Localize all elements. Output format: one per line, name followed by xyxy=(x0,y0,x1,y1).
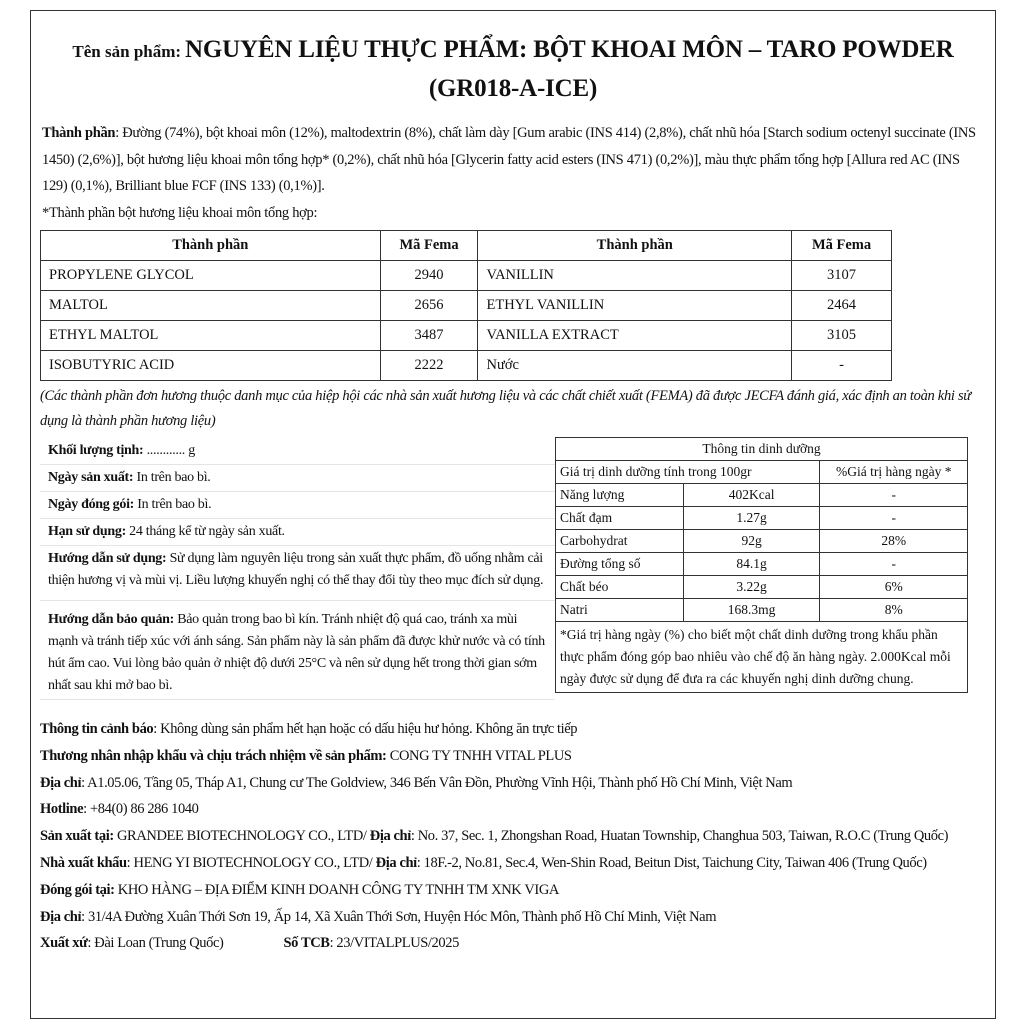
nutrient-name: Chất béo xyxy=(556,576,684,599)
info-value: 24 tháng kể từ ngày sản xuất. xyxy=(125,524,285,539)
importer-address xyxy=(40,770,985,797)
fema-cell: PROPYLENE GLYCOL xyxy=(41,261,381,291)
importer xyxy=(40,743,985,770)
fema-cell: MALTOL xyxy=(41,291,381,321)
fema-cell: VANILLIN xyxy=(478,261,792,291)
expiry xyxy=(40,519,555,546)
field-value: GRANDEE BIOTECHNOLOGY CO., LTD/ xyxy=(113,828,370,845)
nutrition-row xyxy=(556,484,968,507)
product-title xyxy=(30,32,996,107)
origin-line xyxy=(40,930,985,957)
field-value: : 31/4A Đường Xuân Thới Sơn 19, Ấp 14, Xã Xuân Thới Sơn, Huyện Hóc Môn, Thành phố Hồ Chí Minh, Việt Nam xyxy=(81,908,717,925)
nutrient-dv: 6% xyxy=(820,576,968,599)
fema-header: Thành phần xyxy=(41,231,381,261)
product-code: (GR018-A-ICE) xyxy=(428,75,598,102)
field-label: Số TCB xyxy=(283,935,330,952)
fema-cell: VANILLA EXTRACT xyxy=(478,321,792,351)
fema-cell: ETHYL MALTOL xyxy=(41,321,381,351)
info-label: Ngày đóng gói: xyxy=(48,497,135,512)
packer-address xyxy=(40,904,985,931)
nutrition-col-header: %Giá trị hàng ngày * xyxy=(820,461,968,484)
fema-cell: 2656 xyxy=(380,291,478,321)
info-value: Sử dụng làm nguyên liệu trong sản xuất thực phẩm, đồ uống nhằm cải thiện hương vị và mùi vị. Liều lượng khuyến nghị có thể thay đổi tùy theo mục đích sử dụng. xyxy=(48,551,544,588)
fema-cell: ISOBUTYRIC ACID xyxy=(41,351,381,381)
nutrient-name: Đường tổng số xyxy=(556,553,684,576)
fema-header: Thành phần xyxy=(478,231,792,261)
fema-cell: - xyxy=(792,351,892,381)
info-label: Hướng dẫn sử dụng: xyxy=(48,551,167,566)
net-weight xyxy=(40,438,555,465)
hotline xyxy=(40,796,985,823)
nutrition-col-header: Giá trị dinh dưỡng tính trong 100gr xyxy=(556,461,820,484)
info-value: ............ g xyxy=(143,443,195,458)
nutrient-amount: 402Kcal xyxy=(683,484,820,507)
ingredients xyxy=(42,120,987,200)
fema-row xyxy=(41,261,892,291)
exporter xyxy=(40,850,985,877)
field-value: : Không dùng sản phẩm hết hạn hoặc có dấu hiệu hư hỏng. Không ăn trực tiếp xyxy=(153,721,578,737)
field-value: : HENG YI BIOTECHNOLOGY CO., LTD/ xyxy=(126,854,376,871)
nutrition-row xyxy=(556,576,968,599)
info-label: Hạn sử dụng: xyxy=(48,524,126,539)
title-label: Tên sản phẩm: xyxy=(72,42,182,61)
product-name: NGUYÊN LIỆU THỰC PHẨM: BỘT KHOAI MÔN – TARO POWDER xyxy=(185,36,954,63)
info-value: Bảo quản trong bao bì kín. Tránh nhiệt độ quá cao, tránh xa mùi mạnh và tránh tiếp xúc với ánh sáng. Sản phẩm này là sản phẩm đã được khử nước và có tính hút ẩm cao. Vui lòng bảo quản ở nhiệt độ dưới 25°C và nên sử dụng hết trong thời gian sớm nhất sau khi mở bao bì. xyxy=(48,612,545,693)
nutrient-dv: - xyxy=(820,484,968,507)
info-label: Hướng dẫn bảo quản: xyxy=(48,612,175,627)
fema-cell: 3487 xyxy=(380,321,478,351)
ingredients-text: : Đường (74%), bột khoai môn (12%), maltodextrin (8%), chất làm dày [Gum arabic (INS 414) (2,8%), chất nhũ hóa [Starch sodium octenyl succinate (INS 1450) (2,6%)], bột hương liệu khoai môn tổng hợp* (0,2%), chất nhũ hóa [Glycerin fatty acid esters (INS 471) (0,2%)], màu thực phẩm tổng hợp [Allura red AC (INS 129) (0,1%), Brilliant blue FCF (INS 133) (0,1%)]. xyxy=(42,125,976,194)
fema-row xyxy=(41,291,892,321)
field-value: : Đài Loan (Trung Quốc) xyxy=(87,935,224,952)
nutrition-table xyxy=(555,437,968,693)
flavor-note: *Thành phần bột hương liệu khoai môn tổng hợp: xyxy=(42,205,318,221)
fema-cell: 2222 xyxy=(380,351,478,381)
nutrient-amount: 3.22g xyxy=(683,576,820,599)
nutrient-dv: 8% xyxy=(820,599,968,622)
field-value: KHO HÀNG – ĐỊA ĐIỂM KINH DOANH CÔNG TY TNHH TM XNK VIGA xyxy=(114,881,559,898)
fema-header-row xyxy=(41,231,892,261)
fema-cell: 3107 xyxy=(792,261,892,291)
field-label: Nhà xuất khẩu xyxy=(40,854,127,871)
fema-note: (Các thành phần đơn hương thuộc danh mục của hiệp hội các nhà sản xuất hương liệu và các chất chiết xuất (FEMA) đã được JECFA đánh giá, xác định an toàn khi sử dụng là thành phần hương liệu) xyxy=(40,388,971,429)
field-label: Địa chỉ xyxy=(369,828,411,845)
fema-cell: 2464 xyxy=(792,291,892,321)
field-label: Địa chỉ xyxy=(40,908,82,925)
field-label: Thông tin cảnh báo xyxy=(40,721,154,737)
manufacture-date xyxy=(40,465,555,492)
info-label: Ngày sản xuất: xyxy=(48,470,134,485)
nutrition-row xyxy=(556,507,968,530)
nutrient-amount: 84.1g xyxy=(683,553,820,576)
ingredients-label: Thành phần xyxy=(42,125,116,141)
nutrition-row xyxy=(556,530,968,553)
nutrient-dv: - xyxy=(820,507,968,530)
info-label: Khối lượng tịnh: xyxy=(48,443,144,458)
nutrient-amount: 1.27g xyxy=(683,507,820,530)
nutrition-row xyxy=(556,553,968,576)
warning xyxy=(40,716,985,743)
fema-cell: 2940 xyxy=(380,261,478,291)
nutrient-name: Năng lượng xyxy=(556,484,684,507)
storage-instructions xyxy=(40,601,555,700)
nutrient-amount: 92g xyxy=(683,530,820,553)
field-value: : No. 37, Sec. 1, Zhongshan Road, Huatan Township, Changhua 503, Taiwan, R.O.C (Trung Quốc) xyxy=(410,828,949,845)
manufacturer xyxy=(40,823,985,850)
nutrition-title: Thông tin dinh dưỡng xyxy=(556,438,968,461)
fema-row xyxy=(41,351,892,381)
nutrient-amount: 168.3mg xyxy=(683,599,820,622)
field-value: CONG TY TNHH VITAL PLUS xyxy=(386,747,572,764)
info-value: In trên bao bì. xyxy=(134,497,212,512)
nutrition-row xyxy=(556,599,968,622)
field-label: Địa chỉ xyxy=(40,774,82,791)
field-label: Hotline xyxy=(40,801,84,818)
field-label: Thương nhân nhập khẩu và chịu trách nhiệm về sản phẩm: xyxy=(40,747,387,764)
info-value: In trên bao bì. xyxy=(133,470,211,485)
usage-instructions xyxy=(40,546,555,601)
nutrition-footnote: *Giá trị hàng ngày (%) cho biết một chất dinh dưỡng trong khẩu phần thực phẩm đóng góp bao nhiêu vào chế độ ăn hàng ngày. 2.000Kcal mỗi ngày được sử dụng để đưa ra các khuyến nghị dinh dưỡng chung. xyxy=(556,622,968,693)
fema-cell: 3105 xyxy=(792,321,892,351)
nutrient-dv: - xyxy=(820,553,968,576)
nutrient-name: Chất đạm xyxy=(556,507,684,530)
nutrient-name: Carbohydrat xyxy=(556,530,684,553)
fema-cell: ETHYL VANILLIN xyxy=(478,291,792,321)
field-value: : 18F.-2, No.81, Sec.4, Wen-Shin Road, Beitun Dist, Taichung City, Taiwan 406 (Trung Quốc) xyxy=(416,854,927,871)
field-value: : 23/VITALPLUS/2025 xyxy=(329,935,459,952)
field-value: : A1.05.06, Tầng 05, Tháp A1, Chung cư The Goldview, 346 Bến Vân Đồn, Phường Vĩnh Hội, Thành phố Hồ Chí Minh, Việt Nam xyxy=(81,774,793,791)
nutrient-name: Natri xyxy=(556,599,684,622)
field-label: Xuất xứ xyxy=(40,935,88,952)
field-value: : +84(0) 86 286 1040 xyxy=(83,801,199,818)
fema-header: Mã Fema xyxy=(380,231,478,261)
company-info xyxy=(40,716,985,957)
nutrient-dv: 28% xyxy=(820,530,968,553)
packer xyxy=(40,877,985,904)
fema-cell: Nước xyxy=(478,351,792,381)
fema-header: Mã Fema xyxy=(792,231,892,261)
packing-date xyxy=(40,492,555,519)
field-label: Sản xuất tại: xyxy=(40,828,114,845)
fema-table xyxy=(40,230,892,381)
field-label: Đóng gói tại: xyxy=(40,881,115,898)
fema-row xyxy=(41,321,892,351)
product-info xyxy=(40,438,555,700)
field-label: Địa chỉ xyxy=(375,854,417,871)
